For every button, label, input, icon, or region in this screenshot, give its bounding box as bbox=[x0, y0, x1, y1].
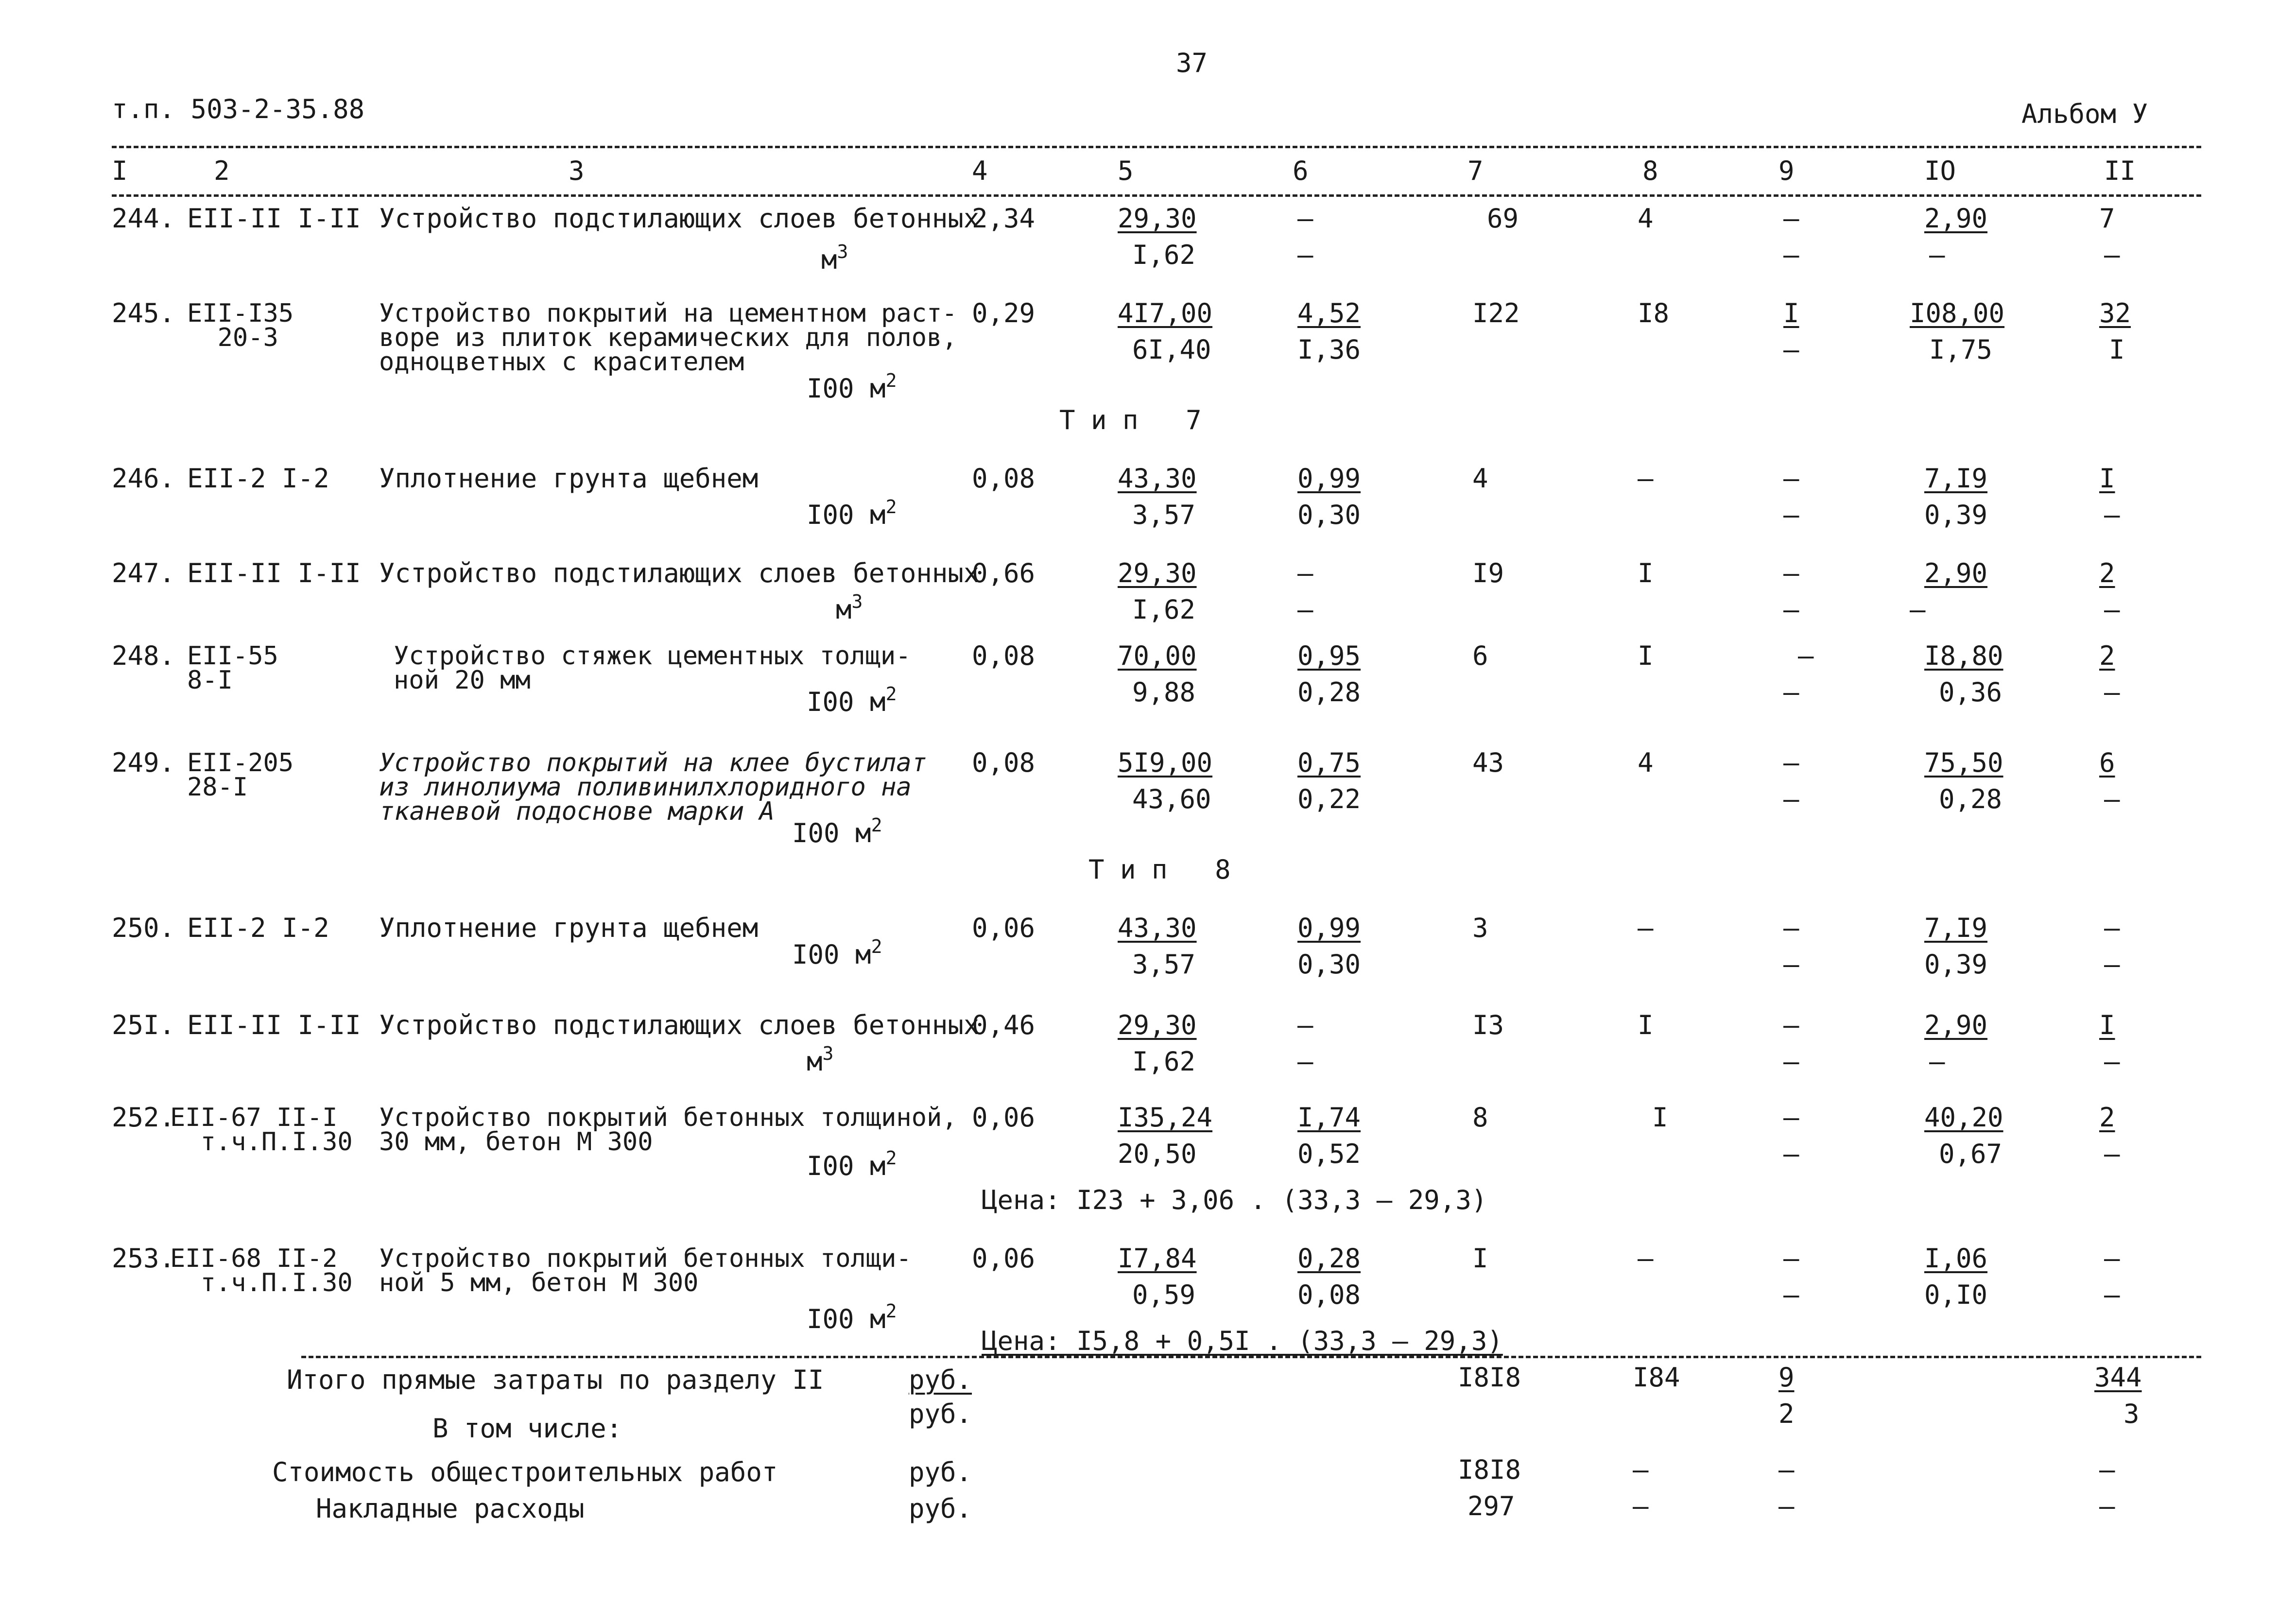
machine-cost: I,74 bbox=[1297, 1102, 1361, 1133]
labor-total: I bbox=[2099, 463, 2115, 494]
machine-wages-total: – bbox=[1783, 1279, 1799, 1310]
cost-total: I22 bbox=[1472, 298, 1520, 328]
machine-total: – bbox=[1798, 640, 1814, 671]
labor-machinist: – bbox=[1910, 594, 1926, 625]
machine-wages: 0,52 bbox=[1297, 1139, 1361, 1169]
labor-machinist-total: – bbox=[2104, 594, 2120, 625]
row-number: 250. bbox=[112, 913, 175, 943]
unit: $м^3$ bbox=[807, 1043, 834, 1077]
header-top-rule bbox=[112, 146, 2201, 148]
total-labor: 344 bbox=[2094, 1362, 2142, 1393]
unit: I00 $м^2$ bbox=[792, 936, 882, 970]
labor-machinist-total: – bbox=[2104, 1279, 2120, 1310]
general-construction-wages: – bbox=[1633, 1454, 1649, 1485]
labor-machinist-total: – bbox=[2104, 677, 2120, 708]
unit: $м^3$ bbox=[821, 241, 848, 275]
machine-wages-total: – bbox=[1783, 949, 1799, 980]
machine-wages: 0,22 bbox=[1297, 784, 1361, 814]
price-total: 43,30 bbox=[1118, 913, 1197, 943]
work-description: Уплотнение грунта щебнем bbox=[379, 913, 759, 943]
machine-total: – bbox=[1783, 1102, 1799, 1133]
general-construction-machine: – bbox=[1778, 1454, 1795, 1485]
quantity: 0,08 bbox=[972, 640, 1036, 671]
row-number: 248. bbox=[112, 640, 175, 671]
total-label: Итого прямые затраты по разделу II bbox=[287, 1365, 824, 1395]
total-labor-machinist: 3 bbox=[2123, 1399, 2140, 1429]
machine-total: – bbox=[1783, 1243, 1799, 1274]
labor-machinist-total: – bbox=[2104, 784, 2120, 814]
unit: I00 $м^2$ bbox=[807, 496, 897, 530]
labor-total: 6 bbox=[2099, 747, 2115, 778]
labor-machinist: I,75 bbox=[1929, 334, 1993, 365]
price-wages: 3,57 bbox=[1132, 949, 1196, 980]
cost-total: 4 bbox=[1472, 463, 1488, 494]
norm-code: ЕII-68 II-2 т.ч.П.I.30 bbox=[170, 1244, 353, 1297]
labor-machinist: 0,I0 bbox=[1924, 1279, 1988, 1310]
machine-cost: – bbox=[1297, 1010, 1313, 1040]
overhead-unit: руб. bbox=[909, 1493, 972, 1524]
column-header: 7 bbox=[1467, 156, 1484, 186]
cost-total: 8 bbox=[1472, 1102, 1488, 1133]
price-wages: 9,88 bbox=[1132, 677, 1196, 708]
row-number: 252. bbox=[112, 1102, 175, 1133]
cost-total: I3 bbox=[1472, 1010, 1504, 1040]
column-header: IO bbox=[1924, 156, 1956, 186]
row-number: 244. bbox=[112, 203, 175, 234]
norm-code: ЕII-55 8-I bbox=[187, 641, 278, 695]
wages-total: I8 bbox=[1638, 298, 1670, 328]
column-header: 3 bbox=[569, 156, 585, 186]
machine-wages-total: – bbox=[1783, 677, 1799, 708]
general-construction-unit: руб. bbox=[909, 1457, 972, 1487]
unit: I00 $м^2$ bbox=[807, 370, 897, 404]
row-number: 25I. bbox=[112, 1010, 175, 1040]
machine-wages-total: – bbox=[1783, 500, 1799, 530]
labor-total: 7 bbox=[2099, 203, 2115, 234]
labor-total: I bbox=[2099, 1010, 2115, 1040]
cost-total: 3 bbox=[1472, 913, 1488, 943]
wages-total: 4 bbox=[1638, 747, 1654, 778]
price-wages: 20,50 bbox=[1118, 1139, 1197, 1169]
machine-cost: – bbox=[1297, 203, 1313, 234]
machine-total: I bbox=[1783, 298, 1799, 328]
wages-total: – bbox=[1638, 913, 1654, 943]
machine-cost: 0,99 bbox=[1297, 913, 1361, 943]
labor-total: – bbox=[2104, 913, 2120, 943]
total-machine-wages: 2 bbox=[1778, 1399, 1795, 1429]
price-total: 4I7,00 bbox=[1118, 298, 1213, 328]
machine-cost: – bbox=[1297, 558, 1313, 588]
labor-machinist: – bbox=[1929, 1046, 1945, 1077]
machine-wages-total: – bbox=[1783, 240, 1799, 270]
cost-total: 6 bbox=[1472, 640, 1488, 671]
labor-unit: 7,I9 bbox=[1924, 913, 1988, 943]
labor-machinist-total: – bbox=[2104, 240, 2120, 270]
price-note: Цена: I5,8 + 0,5I . (33,3 – 29,3) bbox=[982, 1326, 1503, 1356]
column-header: 5 bbox=[1118, 156, 1134, 186]
price-wages: I,62 bbox=[1132, 240, 1196, 270]
labor-unit: 2,90 bbox=[1924, 1010, 1988, 1040]
quantity: 0,08 bbox=[972, 747, 1036, 778]
labor-unit: 7,I9 bbox=[1924, 463, 1988, 494]
labor-machinist-total: – bbox=[2104, 1139, 2120, 1169]
quantity: 0,06 bbox=[972, 913, 1036, 943]
work-description: Устройство подстилающих слоев бетонных bbox=[379, 558, 980, 588]
machine-wages: – bbox=[1297, 1046, 1313, 1077]
column-header: 6 bbox=[1293, 156, 1309, 186]
unit: I00 $м^2$ bbox=[807, 1147, 897, 1181]
labor-unit: 2,90 bbox=[1924, 203, 1988, 234]
section-heading: Т и п 8 bbox=[1088, 854, 1231, 885]
price-wages: I,62 bbox=[1132, 1046, 1196, 1077]
overhead-labor: – bbox=[2099, 1491, 2115, 1521]
machine-total: – bbox=[1783, 1010, 1799, 1040]
machine-wages-total: – bbox=[1783, 594, 1799, 625]
row-number: 247. bbox=[112, 558, 175, 588]
row-number: 246. bbox=[112, 463, 175, 494]
unit: I00 $м^2$ bbox=[792, 814, 882, 848]
machine-wages: 0,28 bbox=[1297, 677, 1361, 708]
machine-wages: 0,30 bbox=[1297, 500, 1361, 530]
work-description: Устройство подстилающих слоев бетонных bbox=[379, 203, 980, 234]
price-wages: 43,60 bbox=[1132, 784, 1211, 814]
machine-wages: – bbox=[1297, 240, 1313, 270]
labor-unit: I08,00 bbox=[1910, 298, 2005, 328]
section-heading: Т и п 7 bbox=[1059, 405, 1202, 435]
labor-unit: 75,50 bbox=[1924, 747, 2003, 778]
quantity: 0,06 bbox=[972, 1243, 1036, 1274]
column-header: II bbox=[2104, 156, 2136, 186]
price-total: 70,00 bbox=[1118, 640, 1197, 671]
machine-total: – bbox=[1783, 558, 1799, 588]
machine-wages: 0,30 bbox=[1297, 949, 1361, 980]
general-construction-label: Стоимость общестроительных работ bbox=[272, 1457, 778, 1487]
wages-total: I bbox=[1638, 558, 1654, 588]
column-header: 9 bbox=[1778, 156, 1795, 186]
machine-cost: 4,52 bbox=[1297, 298, 1361, 328]
price-total: 43,30 bbox=[1118, 463, 1197, 494]
machine-wages-total: – bbox=[1783, 784, 1799, 814]
labor-total: 2 bbox=[2099, 640, 2115, 671]
price-wages: I,62 bbox=[1132, 594, 1196, 625]
wages-total: 4 bbox=[1638, 203, 1654, 234]
cost-total: I9 bbox=[1472, 558, 1504, 588]
cost-total: 69 bbox=[1487, 203, 1519, 234]
wages-total: I bbox=[1638, 640, 1654, 671]
labor-machinist: 0,39 bbox=[1924, 500, 1988, 530]
labor-total: 2 bbox=[2099, 558, 2115, 588]
machine-wages: 0,08 bbox=[1297, 1279, 1361, 1310]
subtotal-unit: руб. bbox=[909, 1399, 972, 1429]
price-wages: 3,57 bbox=[1132, 500, 1196, 530]
machine-wages: – bbox=[1297, 594, 1313, 625]
row-number: 253. bbox=[112, 1243, 175, 1274]
norm-code: ЕII-II I-II bbox=[187, 203, 361, 234]
machine-cost: 0,28 bbox=[1297, 1243, 1361, 1274]
general-construction-cost: I8I8 bbox=[1458, 1454, 1521, 1485]
work-description: Устройство покрытий бетонных толщи- ной 5 мм, бетон М 300 bbox=[379, 1244, 912, 1297]
norm-code: ЕII-II I-II bbox=[187, 558, 361, 588]
labor-machinist: 0,67 bbox=[1939, 1139, 2003, 1169]
wages-total: I bbox=[1652, 1102, 1668, 1133]
quantity: 2,34 bbox=[972, 203, 1036, 234]
price-total: I7,84 bbox=[1118, 1243, 1197, 1274]
overhead-wages: – bbox=[1633, 1491, 1649, 1521]
work-description: Устройство покрытий на клее бустилат из линолиума поливинилхлоридного на тканевой подоснове марки А bbox=[379, 748, 927, 826]
labor-machinist-total: – bbox=[2104, 1046, 2120, 1077]
price-wages: 6I,40 bbox=[1132, 334, 1211, 365]
machine-wages-total: – bbox=[1783, 1046, 1799, 1077]
unit: $м^3$ bbox=[836, 591, 863, 625]
quantity: 0,66 bbox=[972, 558, 1036, 588]
column-header: I bbox=[112, 156, 128, 186]
norm-code: ЕII-67 II-I т.ч.П.I.30 bbox=[170, 1103, 353, 1157]
price-total: 29,30 bbox=[1118, 1010, 1197, 1040]
labor-unit: 40,20 bbox=[1924, 1102, 2003, 1133]
row-number: 245. bbox=[112, 298, 175, 328]
labor-total: 2 bbox=[2099, 1102, 2115, 1133]
unit: I00 $м^2$ bbox=[807, 1300, 897, 1334]
work-description: Устройство подстилающих слоев бетонных bbox=[379, 1010, 980, 1040]
total-cost: I8I8 bbox=[1458, 1362, 1521, 1393]
quantity: 0,08 bbox=[972, 463, 1036, 494]
overhead-cost: 297 bbox=[1467, 1491, 1515, 1521]
norm-code: ЕII-I35 20-3 bbox=[187, 299, 294, 352]
overhead-machine: – bbox=[1778, 1491, 1795, 1521]
document-code: т.п. 503-2-35.88 bbox=[112, 94, 365, 124]
norm-code: ЕII-205 28-I bbox=[187, 748, 294, 802]
album-label: Альбом У bbox=[2021, 99, 2148, 129]
price-total: 29,30 bbox=[1118, 558, 1197, 588]
quantity: 0,29 bbox=[972, 298, 1036, 328]
machine-wages-total: – bbox=[1783, 334, 1799, 365]
price-wages: 0,59 bbox=[1132, 1279, 1196, 1310]
total-machine: 9 bbox=[1778, 1362, 1795, 1393]
work-description: Устройство покрытий на цементном раст- воре из плиток керамических для полов, одноцветных с красителем bbox=[379, 299, 957, 377]
column-header: 2 bbox=[214, 156, 230, 186]
labor-unit: I,06 bbox=[1924, 1243, 1988, 1274]
wages-total: I bbox=[1638, 1010, 1654, 1040]
labor-machinist-total: I bbox=[2109, 334, 2125, 365]
total-wages: I84 bbox=[1633, 1362, 1680, 1393]
unit: I00 $м^2$ bbox=[807, 683, 897, 717]
price-total: I35,24 bbox=[1118, 1102, 1213, 1133]
labor-machinist: 0,39 bbox=[1924, 949, 1988, 980]
labor-machinist: 0,36 bbox=[1939, 677, 2003, 708]
overhead-label: Накладные расходы bbox=[316, 1493, 585, 1524]
labor-machinist: 0,28 bbox=[1939, 784, 2003, 814]
subtotal-label: В том числе: bbox=[432, 1413, 622, 1444]
labor-machinist-total: – bbox=[2104, 949, 2120, 980]
column-header: 4 bbox=[972, 156, 988, 186]
machine-total: – bbox=[1783, 203, 1799, 234]
machine-total: – bbox=[1783, 913, 1799, 943]
machine-wages-total: – bbox=[1783, 1139, 1799, 1169]
machine-cost: 0,75 bbox=[1297, 747, 1361, 778]
labor-unit: I8,80 bbox=[1924, 640, 2003, 671]
machine-wages: I,36 bbox=[1297, 334, 1361, 365]
wages-total: – bbox=[1638, 1243, 1654, 1274]
machine-total: – bbox=[1783, 747, 1799, 778]
labor-machinist-total: – bbox=[2104, 500, 2120, 530]
machine-cost: 0,95 bbox=[1297, 640, 1361, 671]
norm-code: ЕII-II I-II bbox=[187, 1010, 361, 1040]
header-bottom-rule bbox=[112, 194, 2201, 197]
price-total: 5I9,00 bbox=[1118, 747, 1213, 778]
work-description: Устройство стяжек цементных толщи- ной 20 мм bbox=[394, 641, 911, 695]
price-note: Цена: I23 + 3,06 . (33,3 – 29,3) bbox=[982, 1185, 1487, 1215]
machine-cost: 0,99 bbox=[1297, 463, 1361, 494]
wages-total: – bbox=[1638, 463, 1654, 494]
machine-total: – bbox=[1783, 463, 1799, 494]
norm-code: ЕII-2 I-2 bbox=[187, 913, 329, 943]
page-number: 37 bbox=[1176, 48, 1208, 78]
labor-total: – bbox=[2104, 1243, 2120, 1274]
row-number: 249. bbox=[112, 747, 175, 778]
cost-total: I bbox=[1472, 1243, 1488, 1274]
work-description: Устройство покрытий бетонных толщиной, 30 мм, бетон М 300 bbox=[379, 1103, 957, 1157]
column-header: 8 bbox=[1642, 156, 1658, 186]
work-description: Уплотнение грунта щебнем bbox=[379, 463, 759, 494]
labor-total: 32 bbox=[2099, 298, 2131, 328]
total-unit: руб. bbox=[909, 1365, 972, 1395]
general-construction-labor: – bbox=[2099, 1454, 2115, 1485]
quantity: 0,46 bbox=[972, 1010, 1036, 1040]
cost-total: 43 bbox=[1472, 747, 1504, 778]
price-total: 29,30 bbox=[1118, 203, 1197, 234]
norm-code: ЕII-2 I-2 bbox=[187, 463, 329, 494]
quantity: 0,06 bbox=[972, 1102, 1036, 1133]
labor-unit: 2,90 bbox=[1924, 558, 1988, 588]
labor-machinist: – bbox=[1929, 240, 1945, 270]
